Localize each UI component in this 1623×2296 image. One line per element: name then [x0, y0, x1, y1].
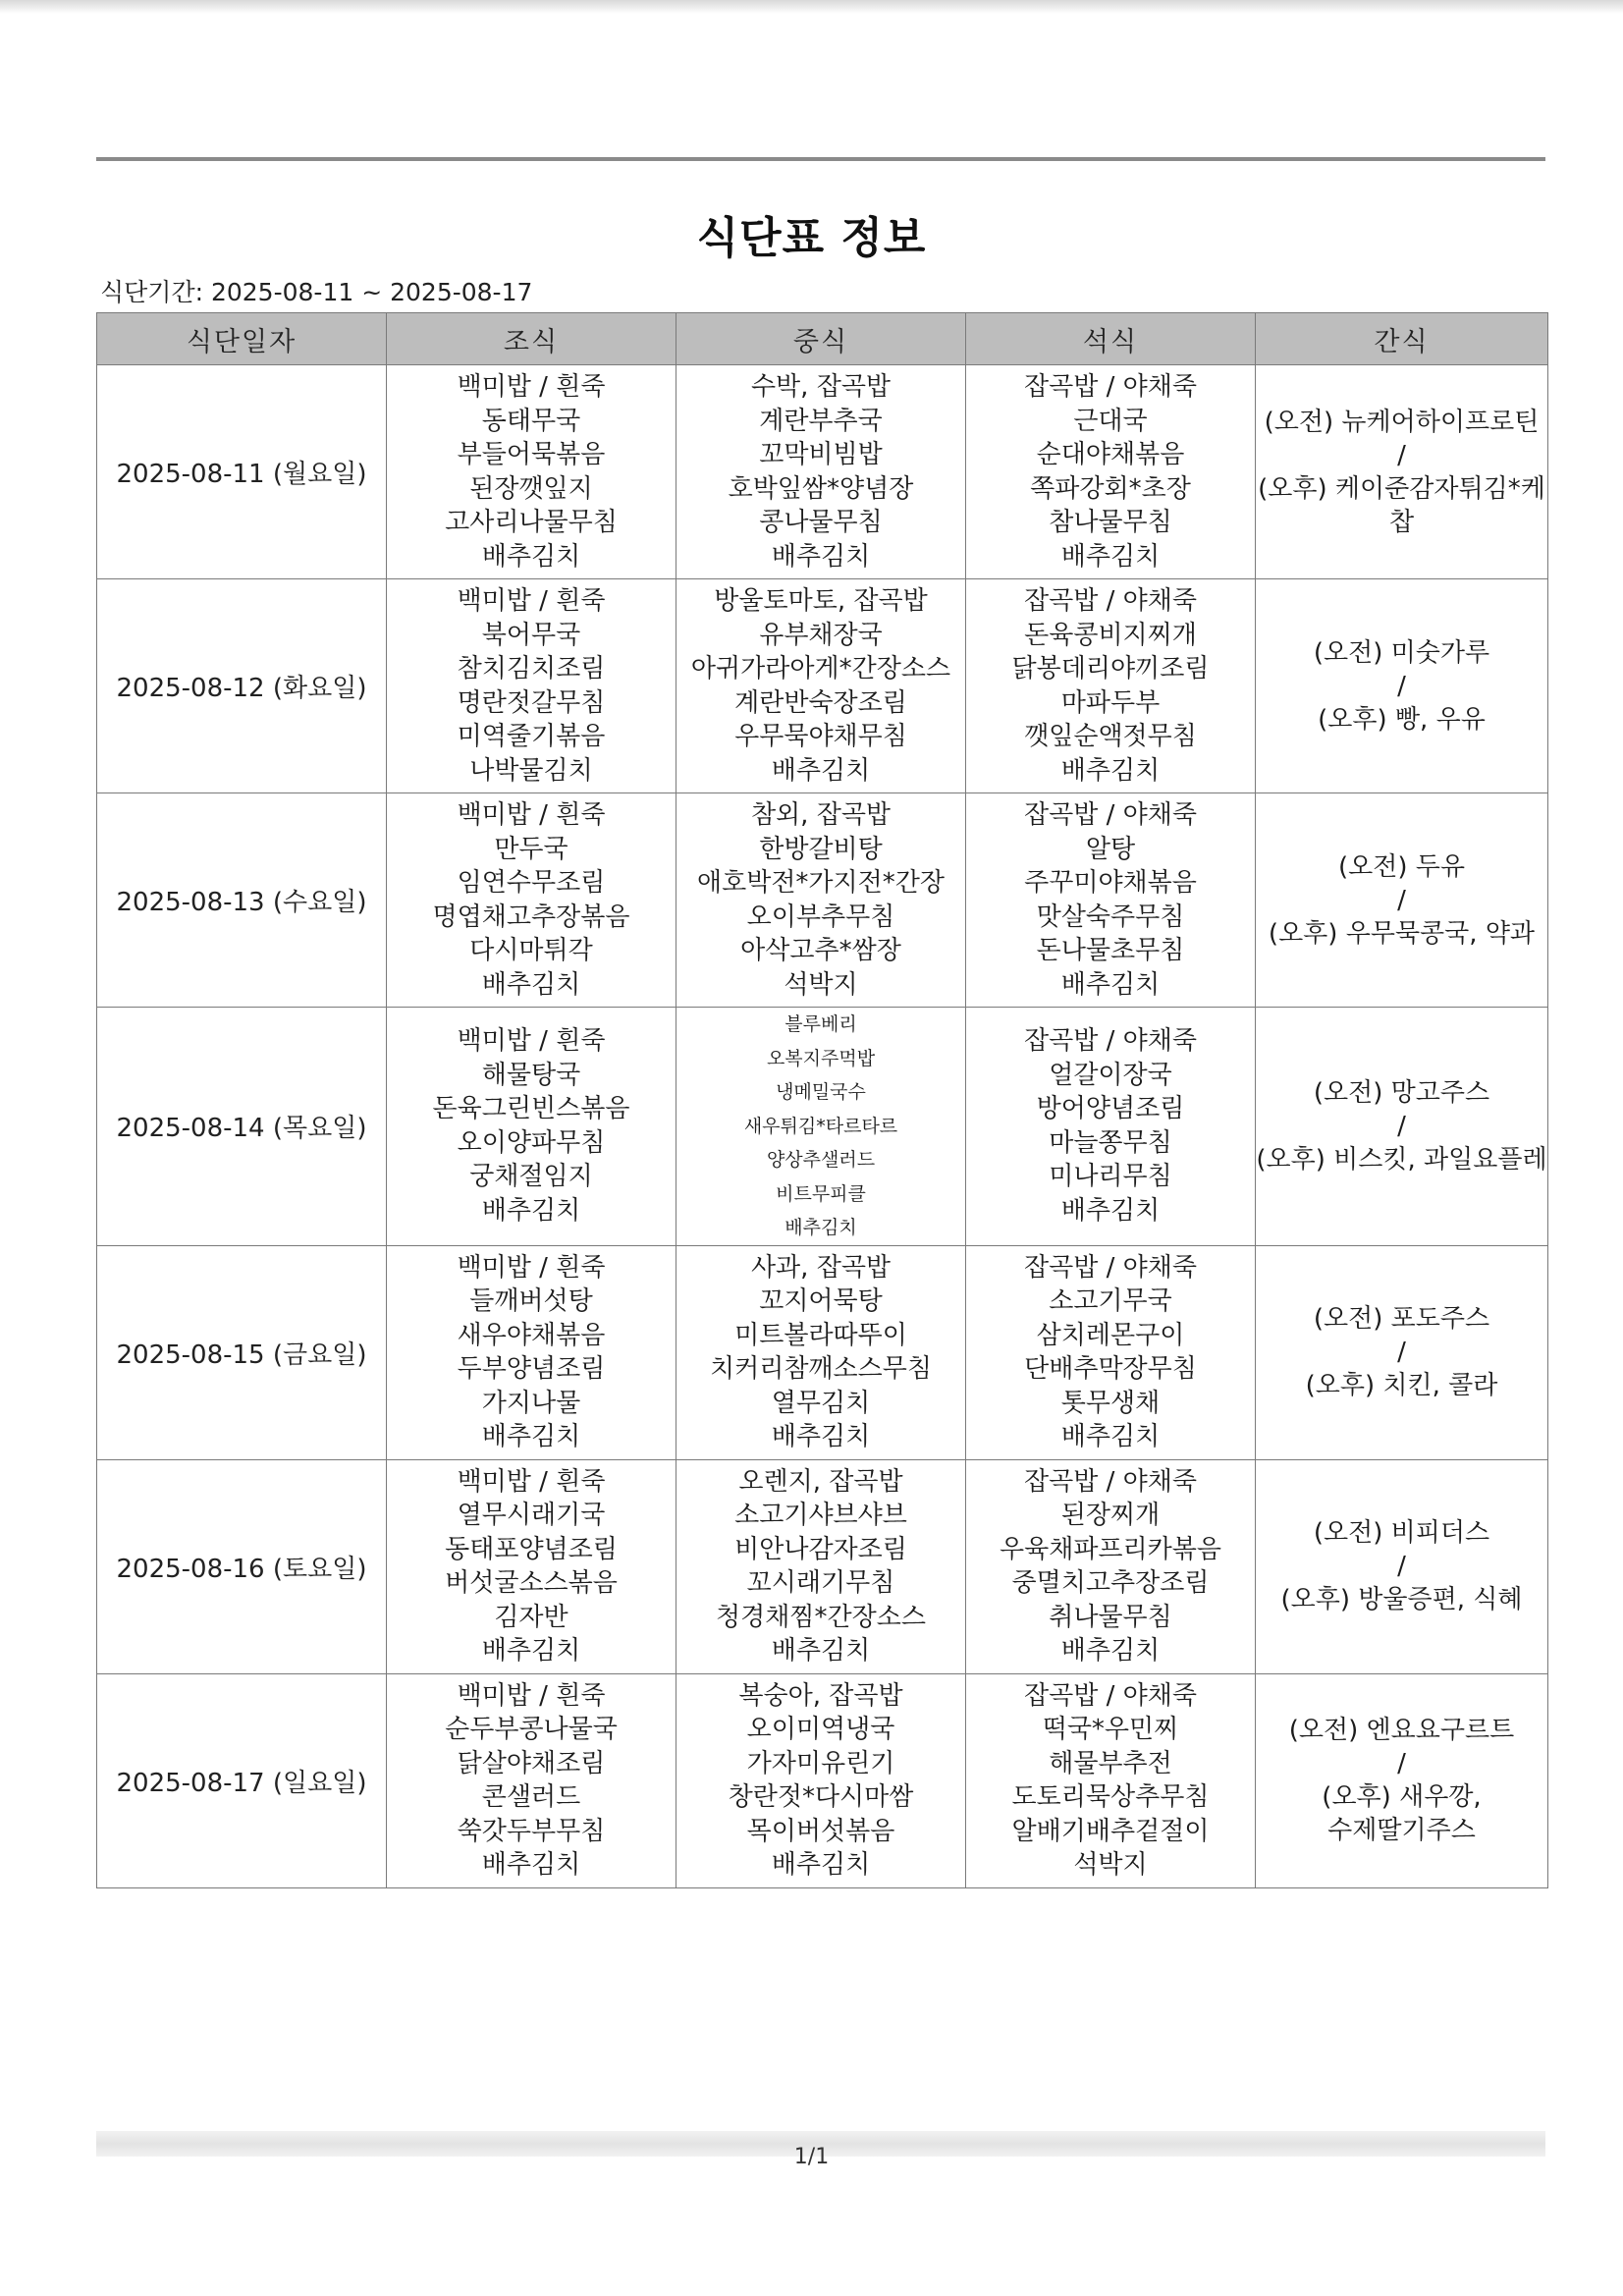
menu-item: 김자반	[494, 1602, 568, 1632]
menu-item: 배추김치	[1060, 541, 1161, 572]
menu-item: (오전) 엔요요구르트	[1288, 1716, 1515, 1745]
dinner-cell	[966, 1459, 1256, 1673]
menu-item: 순두부콩나물국	[445, 1715, 618, 1744]
menu-item: 양상추샐러드	[766, 1149, 876, 1171]
menu-item: 배추김치	[1060, 1636, 1161, 1666]
snack-cell	[1256, 579, 1548, 793]
menu-item: (오전) 뉴케어하이프로틴	[1264, 407, 1540, 437]
breakfast-cell	[387, 793, 676, 1008]
menu-item: 임연수무조림	[457, 868, 606, 898]
menu-item: 백미밥 / 흰죽	[457, 1252, 606, 1283]
date-cell: 2025-08-14 (목요일)	[97, 1008, 387, 1246]
menu-item: 배추김치	[481, 1195, 581, 1226]
menu-item: (오전) 미숫가루	[1313, 637, 1490, 668]
menu-item: 수박, 잡곡밥	[750, 372, 892, 402]
menu-item: 배추김치	[481, 969, 581, 1000]
menu-item: 들깨버섯탕	[469, 1286, 593, 1316]
menu-item: 한방갈비탕	[759, 834, 883, 864]
menu-item: 고사리나물무침	[445, 508, 618, 537]
lunch-cell	[676, 579, 966, 793]
menu-item: (오후) 치킨, 콜라	[1305, 1371, 1498, 1400]
menu-item: 잡곡밥 / 야채죽	[1024, 372, 1197, 402]
menu-item: 가자미유린기	[746, 1748, 895, 1778]
dinner-cell	[966, 1673, 1256, 1887]
menu-item: /	[1397, 885, 1406, 915]
menu-item: 배추김치	[481, 1850, 581, 1880]
menu-item: (오전) 비피더스	[1313, 1518, 1490, 1548]
menu-item: /	[1397, 1552, 1406, 1581]
menu-item: 계란부추국	[759, 406, 883, 436]
menu-item: 돈육콩비지찌개	[1024, 620, 1197, 650]
menu-item: 열무김치	[771, 1388, 871, 1418]
menu-item: 취나물무침	[1049, 1602, 1172, 1632]
menu-item: 석박지	[1073, 1850, 1148, 1880]
menu-item: 삼치레몬구이	[1036, 1320, 1185, 1350]
menu-item: 만두국	[494, 834, 568, 864]
snack-cell	[1256, 1245, 1548, 1459]
menu-item: 새우야채볶음	[457, 1320, 606, 1350]
page-title: 식단표 정보	[696, 213, 927, 263]
menu-item: 명엽채고추장볶음	[432, 902, 630, 932]
menu-item: (오전) 포도주스	[1313, 1304, 1490, 1334]
lunch-cell	[676, 1673, 966, 1887]
menu-item: /	[1397, 1338, 1406, 1367]
menu-item: 복숭아, 잡곡밥	[738, 1680, 903, 1711]
table-row	[97, 1008, 1548, 1246]
breakfast-cell	[387, 1008, 676, 1246]
menu-item: 닭살야채조림	[457, 1748, 606, 1778]
menu-item: 알배기배추겉절이	[1011, 1816, 1210, 1846]
table-body	[97, 365, 1548, 1888]
menu-item: /	[1397, 440, 1406, 470]
menu-item: 근대국	[1073, 406, 1148, 436]
menu-item: 아삭고추*쌈장	[740, 936, 901, 965]
menu-item: 콩나물무침	[759, 508, 883, 537]
menu-item: 동태포양념조림	[445, 1534, 618, 1564]
breakfast-cell	[387, 1245, 676, 1459]
menu-item: 백미밥 / 흰죽	[457, 1026, 606, 1057]
menu-item: 목이버섯볶음	[746, 1816, 895, 1846]
menu-item: 알탕	[1085, 834, 1136, 864]
menu-item: 배추김치	[771, 1636, 871, 1666]
menu-item: 해물탕국	[481, 1060, 581, 1090]
table-row	[97, 1245, 1548, 1459]
menu-item: 배추김치	[1060, 969, 1161, 1000]
menu-item: 백미밥 / 흰죽	[457, 586, 606, 616]
menu-item: /	[1397, 1749, 1406, 1778]
menu-item: 소고기무국	[1049, 1286, 1172, 1316]
menu-item: 비안나감자조림	[734, 1534, 907, 1564]
meal-table	[96, 312, 1548, 1888]
menu-item: (오후) 방울증편, 식혜	[1280, 1585, 1523, 1614]
menu-item: 순대야채볶음	[1036, 440, 1185, 469]
menu-item: 콘샐러드	[481, 1782, 581, 1812]
table-row	[97, 579, 1548, 793]
menu-item: 명란젓갈무침	[457, 687, 606, 718]
menu-item: 찹	[1388, 507, 1415, 537]
menu-item: 배추김치	[771, 541, 871, 572]
menu-item: 돈나물초무침	[1036, 936, 1185, 965]
menu-item: 해물부추전	[1049, 1748, 1172, 1778]
menu-item: 배추김치	[1060, 1422, 1161, 1451]
snack-cell	[1256, 1459, 1548, 1673]
menu-item: 쑥갓두부무침	[457, 1816, 606, 1846]
menu-item: 톳무생채	[1060, 1388, 1161, 1418]
menu-item: 참치김치조림	[457, 654, 606, 683]
menu-item: 북어무국	[481, 620, 581, 650]
menu-item: (오후) 비스킷, 과일요플레	[1256, 1144, 1547, 1175]
menu-item: 나박물김치	[469, 755, 593, 786]
menu-item: 오이부추무침	[746, 902, 895, 932]
menu-item: 열무시래기국	[457, 1501, 606, 1530]
lunch-cell	[676, 1245, 966, 1459]
date-cell: 2025-08-12 (화요일)	[97, 579, 387, 793]
page-number: 1/1	[793, 2145, 830, 2169]
menu-item: 방울토마토, 잡곡밥	[714, 586, 928, 616]
menu-item: 꼬막비빔밥	[759, 440, 883, 469]
snack-cell	[1256, 365, 1548, 579]
snack-cell	[1256, 1008, 1548, 1246]
header-date: 식단일자	[97, 313, 387, 365]
dinner-cell	[966, 365, 1256, 579]
menu-item: 소고기샤브샤브	[734, 1501, 907, 1530]
dinner-cell	[966, 793, 1256, 1008]
menu-item: 참나물무침	[1049, 508, 1172, 537]
menu-item: 유부채장국	[759, 620, 883, 650]
menu-item: 아귀가라아게*간장소스	[690, 654, 951, 683]
menu-item: 잡곡밥 / 야채죽	[1024, 1252, 1197, 1283]
header-dinner: 석식	[966, 313, 1256, 365]
menu-item: 미역줄기볶음	[457, 722, 606, 751]
menu-item: 배추김치	[771, 1850, 871, 1880]
menu-item: 꼬지어묵탕	[759, 1286, 883, 1316]
scan-edge	[0, 0, 1623, 14]
menu-item: 꼬시래기무침	[746, 1568, 895, 1598]
menu-item: 주꾸미야채볶음	[1024, 868, 1197, 898]
menu-item: 미트볼라따뚜이	[734, 1320, 907, 1350]
table-row	[97, 365, 1548, 579]
menu-item: 배추김치	[481, 1422, 581, 1451]
menu-item: 오복지주먹밥	[766, 1047, 876, 1069]
menu-item: 잡곡밥 / 야채죽	[1024, 1680, 1197, 1711]
breakfast-cell	[387, 365, 676, 579]
menu-item: 우무묵야채무침	[734, 722, 907, 751]
menu-item: 중멸치고추장조림	[1011, 1568, 1210, 1598]
menu-item: 배추김치	[481, 541, 581, 572]
menu-item: 잡곡밥 / 야채죽	[1024, 1026, 1197, 1057]
table-row	[97, 793, 1548, 1008]
dinner-cell	[966, 1245, 1256, 1459]
menu-item: 떡국*우민찌	[1042, 1715, 1179, 1744]
menu-item: 백미밥 / 흰죽	[457, 800, 606, 830]
dinner-cell	[966, 1008, 1256, 1246]
menu-item: 깻잎순액젓무침	[1024, 722, 1197, 751]
menu-item: 잡곡밥 / 야채죽	[1024, 800, 1197, 830]
date-cell: 2025-08-11 (월요일)	[97, 365, 387, 579]
menu-item: 잡곡밥 / 야채죽	[1024, 586, 1197, 616]
header-lunch: 중식	[676, 313, 966, 365]
header-snack: 간식	[1256, 313, 1548, 365]
menu-item: 배추김치	[771, 755, 871, 786]
menu-item: 잡곡밥 / 야채죽	[1024, 1466, 1197, 1497]
menu-item: (오후) 우무묵콩국, 약과	[1268, 918, 1536, 949]
menu-item: 배추김치	[784, 1217, 857, 1238]
menu-item: 배추김치	[771, 1422, 871, 1451]
menu-item: 부들어묵볶음	[457, 440, 606, 469]
menu-item: 얼갈이장국	[1049, 1060, 1172, 1090]
date-cell: 2025-08-17 (일요일)	[97, 1673, 387, 1887]
menu-item: /	[1397, 1111, 1406, 1141]
menu-item: (오후) 케이준감자튀김*케	[1258, 473, 1545, 504]
breakfast-cell	[387, 1459, 676, 1673]
menu-item: 가지나물	[481, 1388, 581, 1418]
menu-item: 배추김치	[1060, 1195, 1161, 1226]
menu-item: 된장깻잎지	[469, 473, 593, 504]
menu-item: 오이미역냉국	[746, 1715, 895, 1744]
table-header-row	[97, 313, 1548, 365]
menu-item: 단배추막장무침	[1024, 1354, 1197, 1384]
snack-cell	[1256, 793, 1548, 1008]
menu-item: (오후) 빵, 우유	[1318, 704, 1486, 735]
breakfast-cell	[387, 579, 676, 793]
menu-item: 우육채파프리카볶음	[999, 1534, 1222, 1564]
menu-item: 참외, 잡곡밥	[750, 800, 892, 830]
menu-item: 새우튀김*타르타르	[743, 1115, 898, 1137]
menu-item: 냉메밀국수	[776, 1081, 866, 1103]
menu-item: 백미밥 / 흰죽	[457, 372, 606, 402]
menu-item: 맛살숙주무침	[1036, 902, 1185, 932]
menu-item: 동태무국	[481, 406, 581, 436]
menu-item: 닭봉데리야끼조림	[1011, 654, 1210, 683]
menu-item: (오전) 두유	[1337, 851, 1466, 882]
menu-item: 된장찌개	[1060, 1501, 1161, 1530]
menu-item: 수제딸기주스	[1327, 1816, 1476, 1845]
menu-item: 백미밥 / 흰죽	[457, 1680, 606, 1711]
menu-item: 두부양념조림	[457, 1354, 606, 1384]
menu-item: 호박잎쌈*양념장	[728, 473, 914, 504]
date-cell: 2025-08-13 (수요일)	[97, 793, 387, 1008]
menu-item: 쪽파강회*초장	[1030, 473, 1191, 504]
dinner-cell	[966, 579, 1256, 793]
breakfast-cell	[387, 1673, 676, 1887]
menu-item: 창란젓*다시마쌈	[728, 1782, 914, 1812]
menu-item: 궁채절임지	[469, 1162, 593, 1192]
menu-item: 오이양파무침	[457, 1127, 606, 1158]
menu-item: 애호박전*가지전*간장	[696, 868, 946, 898]
menu-item: 배추김치	[481, 1636, 581, 1666]
menu-item: 계란반숙장조림	[734, 687, 907, 718]
snack-cell	[1256, 1673, 1548, 1887]
menu-item: /	[1397, 671, 1406, 701]
menu-item: 도토리묵상추무침	[1011, 1782, 1210, 1812]
lunch-cell	[676, 793, 966, 1008]
lunch-cell	[676, 1459, 966, 1673]
menu-item: 청경채찜*간장소스	[716, 1602, 926, 1632]
menu-item: 버섯굴소스볶음	[445, 1568, 618, 1598]
meal-period: 식단기간: 2025-08-11 ~ 2025-08-17	[100, 278, 533, 306]
lunch-cell	[676, 365, 966, 579]
menu-item: 사과, 잡곡밥	[750, 1252, 892, 1283]
menu-item: 마파두부	[1060, 687, 1161, 718]
top-rule	[96, 157, 1545, 161]
menu-item: 블루베리	[784, 1013, 857, 1035]
menu-item: 돈육그린빈스볶음	[432, 1094, 630, 1124]
menu-item: 배추김치	[1060, 755, 1161, 786]
menu-item: 마늘쫑무침	[1049, 1127, 1172, 1158]
menu-item: 미나리무침	[1049, 1162, 1172, 1192]
menu-item: 백미밥 / 흰죽	[457, 1466, 606, 1497]
menu-item: 다시마튀각	[469, 936, 593, 965]
menu-item: (오전) 망고주스	[1313, 1077, 1490, 1108]
date-cell: 2025-08-15 (금요일)	[97, 1245, 387, 1459]
header-breakfast: 조식	[387, 313, 676, 365]
lunch-cell	[676, 1008, 966, 1246]
date-cell: 2025-08-16 (토요일)	[97, 1459, 387, 1673]
menu-item: 방어양념조림	[1036, 1094, 1185, 1124]
menu-item: 치커리참깨소스무침	[709, 1354, 933, 1384]
menu-item: (오후) 새우깡,	[1322, 1782, 1482, 1812]
menu-item: 비트무피클	[776, 1182, 866, 1205]
menu-item: 오렌지, 잡곡밥	[738, 1466, 903, 1497]
table-row	[97, 1459, 1548, 1673]
menu-item: 석박지	[784, 969, 858, 1000]
table-row	[97, 1673, 1548, 1887]
